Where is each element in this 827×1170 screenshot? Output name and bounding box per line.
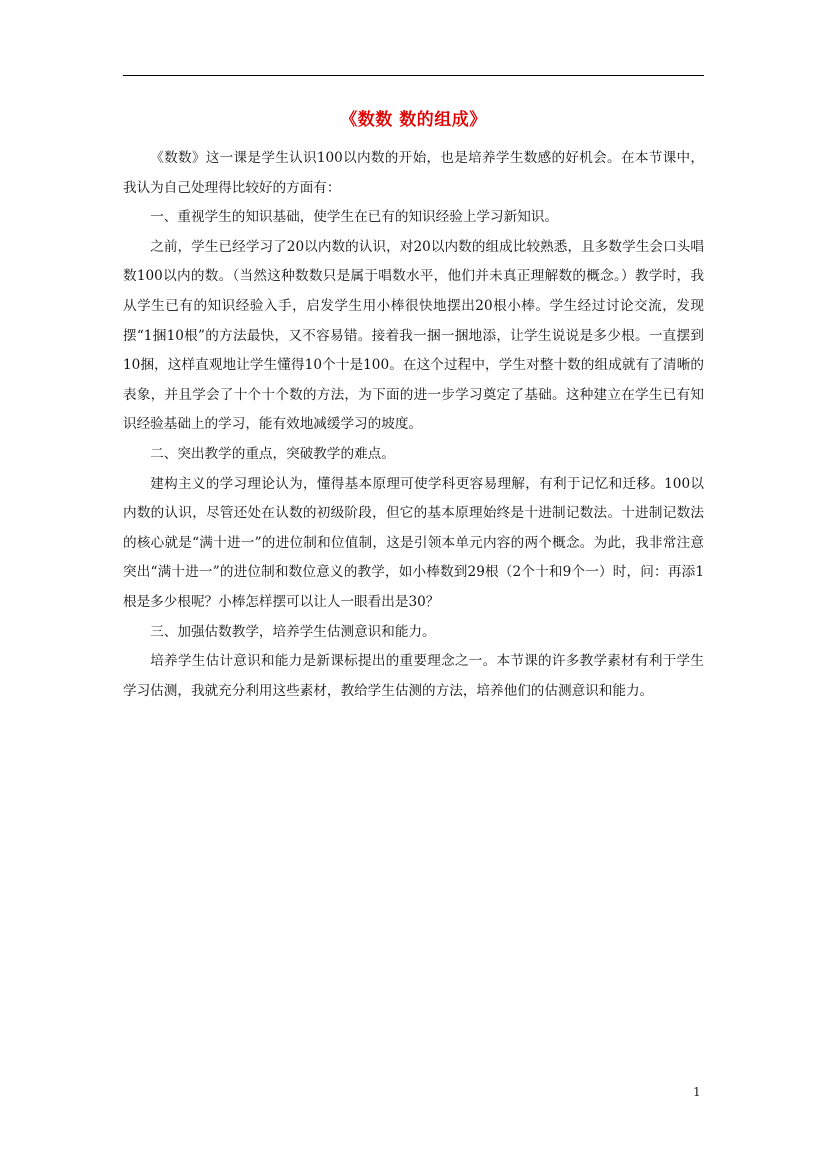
page-number: 1: [693, 1085, 701, 1099]
paragraph-intro: 《数数》这一课是学生认识100以内数的开始，也是培养学生数感的好机会。在本节课中，我认为自己处理得比较好的方面有：: [123, 150, 704, 196]
paragraph-point-2: 建构主义的学习理论认为，懂得基本原理可使学科更容易理解，有利于记忆和迁移。100以内数的认识，尽管还处在认数的初级阶段，但它的基本原理始终是十进制记数法。十进制记数法的核心就是“满十进一”的进位制和位值制，这是引领本单元内容的两个概念。为此，我非常注意突出“满十进一”的进位制和数位意义的教学，如小棒数到29根（2个十和9个一）时，问：再添1根是多少根呢？小棒怎样摆可以让人一眼看出是30？: [123, 475, 704, 610]
document-body: [123, 144, 704, 706]
heading-point-1: 一、重视学生的知识基础，使学生在已有的知识经验上学习新知识。: [150, 209, 558, 226]
heading-point-3: 三、加强估数教学，培养学生估测意识和能力。: [150, 623, 436, 640]
header-rule: [123, 75, 704, 76]
heading-point-2: 二、突出教学的重点，突破教学的难点。: [150, 445, 395, 462]
document-title: 《数数 数的组成》: [340, 110, 487, 130]
paragraph-point-1: 之前，学生已经学习了20以内数的认识，对20以内数的组成比较熟悉，且多数学生会口头唱数100以内的数。（当然这种数数只是属于唱数水平，他们并未真正理解数的概念。）教学时，我从学生已有的知识经验入手，启发学生用小棒很快地摆出20根小棒。学生经过讨论交流，发现摆“1捆10根”的方法最快，又不容易错。接着我一捆一捆地添，让学生说说是多少根。一直摆到10捆，这样直观地让学生懂得10个十是100。在这个过程中，学生对整十数的组成就有了清晰的表象，并且学会了十个十个数的方法，为下面的进一步学习奠定了基础。这种建立在学生已有知识经验基础上的学习，能有效地减缓学习的坡度。: [123, 238, 704, 433]
paragraph-point-3: 培养学生估计意识和能力是新课标提出的重要理念之一。本节课的许多教学素材有利于学生学习估测，我就充分利用这些素材，教给学生估测的方法，培养他们的估测意识和能力。: [123, 653, 704, 699]
